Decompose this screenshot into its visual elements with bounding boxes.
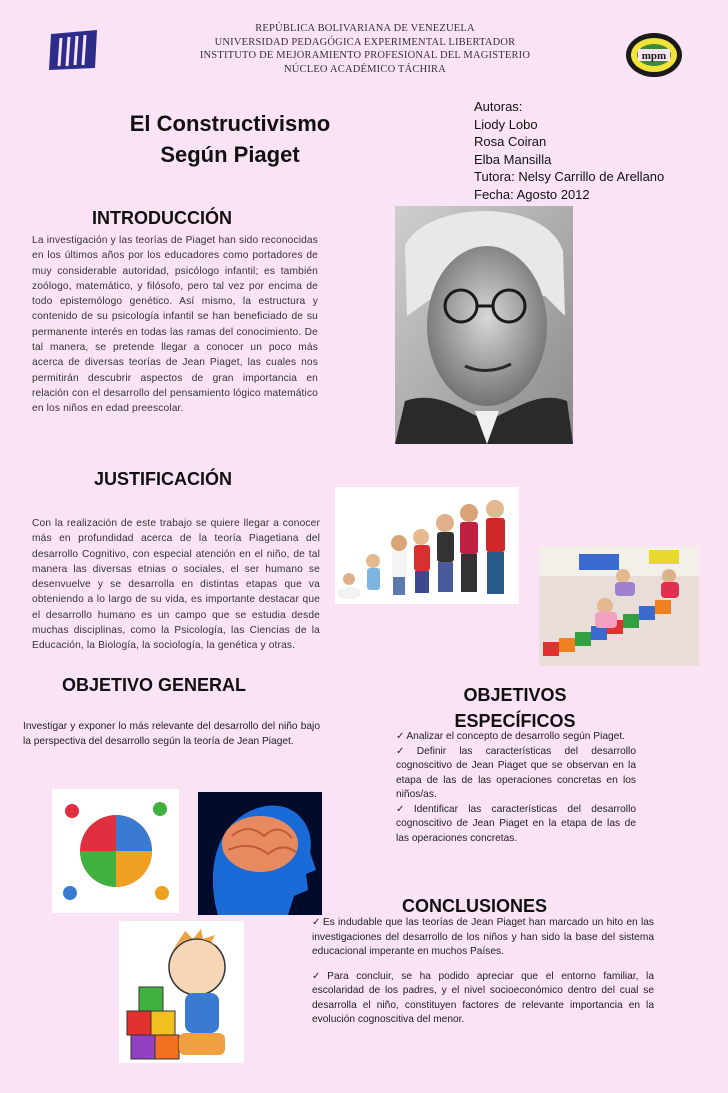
justificacion-text	[32, 516, 320, 654]
header-line-2: UNIVERSIDAD PEDAGÓGICA EXPERIMENTAL LIBERTADOR	[214, 36, 516, 48]
objetivo-item	[396, 803, 636, 847]
introduccion-paragraph: La investigación y las teorías de Piaget han sido reconocidas en los últimos años por los educadores como portadores de muy considerable autoridad, psicólogo infantil; es también zoólogo, matemático, y filósofo, pero tal vez por encima de todo epistemólogo genético. Así mismo, la estructura y contenido de su psicología infantil se han beneficiado de su permanente interés en todas las ramas del conocimiento. De tal manera, se pretende llegar a conocer un poco más acerca de diversas teorías de Jean Piaget, las cuales nos permitirán descubrir aspectos de gran importancia en relación con el desarrollo del pensamiento lógico matemático en los niños en edad preescolar.	[32, 235, 318, 415]
title-line-1: El Constructivismo	[129, 111, 331, 136]
objetivos-especificos-title	[440, 682, 590, 734]
poster-date: Fecha: Agosto 2012	[474, 186, 590, 202]
header-line-3: INSTITUTO DE MEJORAMIENTO PROFESIONAL DEL MAGISTERIO	[199, 50, 531, 61]
check-icon: ✓	[396, 803, 412, 815]
upel-logo	[47, 28, 101, 72]
author-name: Rosa Coiran	[474, 134, 547, 149]
conclusion-item	[312, 970, 654, 1028]
objetivo-item	[396, 730, 636, 745]
institution-header	[170, 22, 560, 76]
objetivo-general-paragraph: Investigar y exponer lo más relevante del desarrollo del niño bajo la perspectiva del desarrollo según la teoría de Jean Piaget.	[23, 721, 320, 747]
justificacion-paragraph: Con la realización de este trabajo se quiere llegar a conocer más en profundidad acerca de la teoría Piagetiana del desarrollo Cognitivo, con especial atención en el niño, de tal manera las diversas etnias o sociales, el ser humano se desenvuelve y se desarrolla en distintas etapas que va obteniendo a lo largo de su vida, es importante destacar que el desarrollo humano es un campo que se estudia desde muchas disciplinas, como la Psicología, las Ciencias de la Educación, la Biología, la sociología, la genética y otras.	[32, 518, 320, 652]
poster-title	[95, 108, 365, 170]
mpm-logo	[624, 30, 684, 80]
brain-head-image	[198, 792, 322, 915]
objetivo-item	[396, 745, 636, 803]
introduccion-title: INTRODUCCIÓN	[92, 208, 232, 228]
objetivos-title-line-2: ESPECÍFICOS	[454, 711, 576, 731]
title-line-2: Según Piaget	[160, 142, 300, 167]
check-icon: ✓	[396, 745, 415, 757]
check-icon: ✓	[312, 970, 326, 982]
header-line-4: NÚCLEO ACADÉMICO TÁCHIRA	[283, 63, 447, 75]
conclusiones-list	[312, 916, 654, 1028]
piaget-portrait	[395, 206, 573, 444]
puzzle-team-image	[52, 789, 179, 913]
conclusion-item-text: Para concluir, se ha podido apreciar que el entorno familiar, la escolaridad de los padres, y el nivel socioeconómico dentro del cual se desarrolla el niño, constituyen factores de relevante importancia en la evolución cognoscitiva del menor.	[312, 970, 654, 1025]
objetivos-especificos-list	[396, 730, 636, 846]
conclusion-item	[312, 916, 654, 960]
conclusion-item-text: Es indudable que las teorías de Jean Piaget han marcado un hito en las investigaciones del desarrollo de los niños y han sido la base del sistema educacional imperante en muchos Países.	[312, 917, 654, 957]
authors-block	[474, 98, 664, 203]
objetivo-item-text: Analizar el concepto de desarrollo según Piaget.	[406, 731, 625, 742]
boy-with-blocks-image	[119, 921, 244, 1063]
tutor-name: Tutora: Nelsy Carrillo de Arellano	[474, 169, 665, 184]
introduccion-text	[32, 233, 318, 417]
check-icon: ✓	[312, 917, 321, 928]
header-line-1: REPÚBLICA BOLIVARIANA DE VENEZUELA	[255, 23, 475, 34]
objetivo-item-text: Identificar las características del desarrollo cognoscitivo de Jean Piaget en la etapa de las de las operaciones concretas.	[396, 803, 637, 844]
authors-heading: Autoras:	[474, 99, 523, 114]
author-name: Elba Mansilla	[474, 151, 552, 167]
check-icon: ✓	[396, 731, 405, 742]
author-name: Liody Lobo	[474, 116, 538, 132]
objetivos-title-line-1: OBJETIVOS	[463, 685, 567, 705]
objetivo-general-title: OBJETIVO GENERAL	[62, 675, 247, 695]
kids-playing-blocks-image	[539, 546, 699, 666]
objetivo-general-text	[23, 720, 320, 749]
justificacion-title: JUSTIFICACIÓN	[94, 469, 233, 489]
conclusiones-title: CONCLUSIONES	[402, 896, 548, 916]
mpm-logo-text: mpm	[641, 50, 667, 62]
children-growth-image	[335, 487, 519, 604]
objetivo-item-text: Definir las características del desarrollo cognoscitivo de Jean Piaget que se observan en la etapa de las de las operaciones concretas en los niños/as.	[396, 745, 636, 800]
